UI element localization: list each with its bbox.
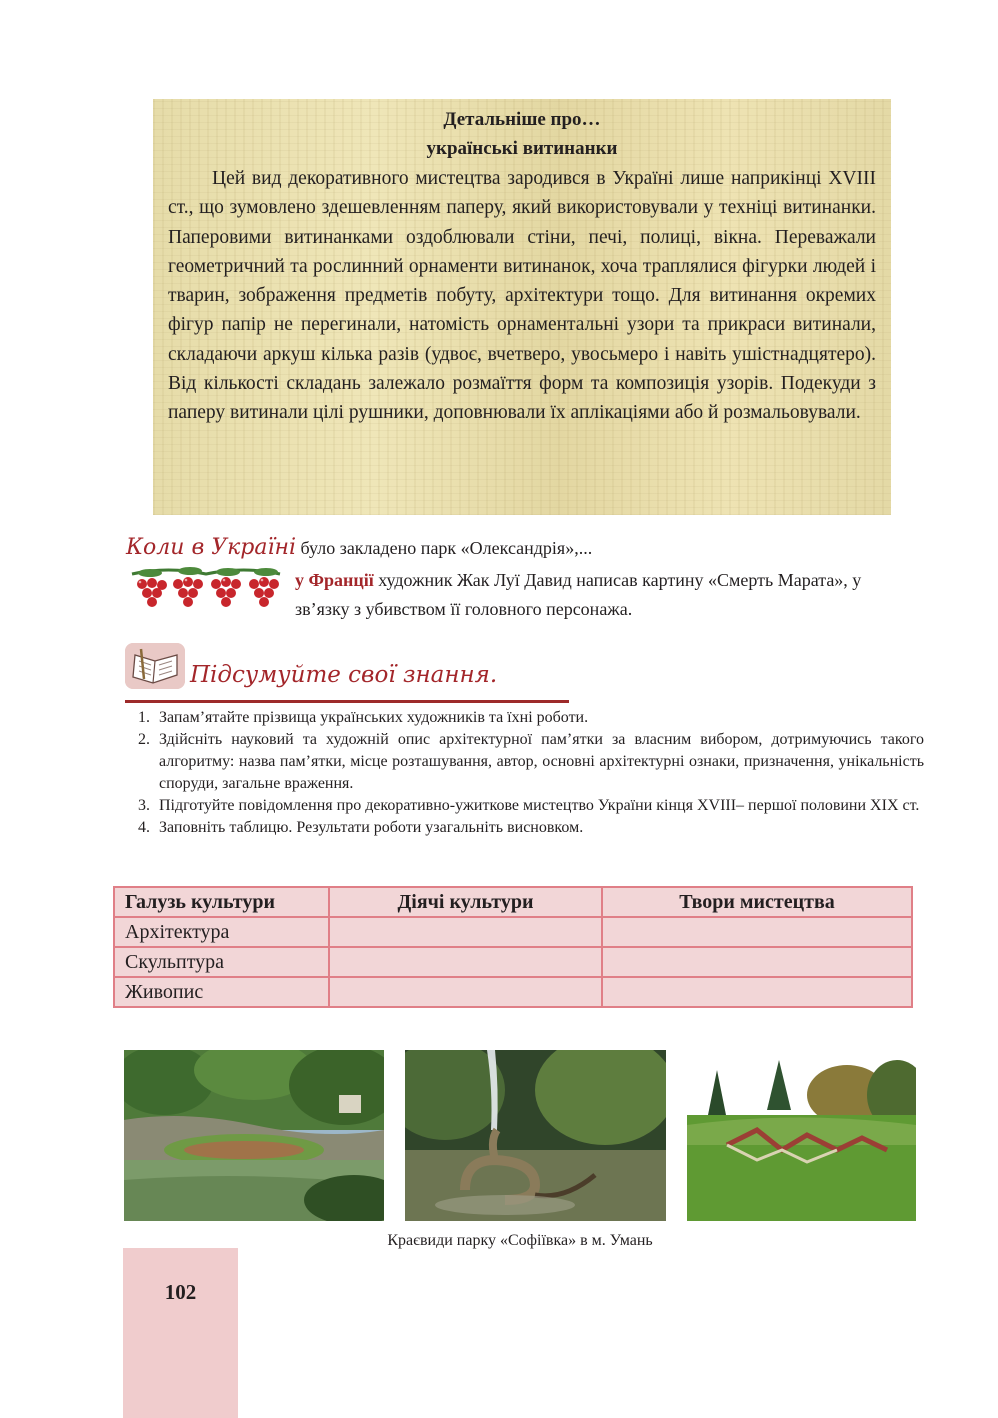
table-row	[114, 947, 912, 977]
table-cell[interactable]	[329, 917, 602, 947]
in-france-text	[295, 566, 879, 623]
table-cell: Архітектура	[114, 917, 329, 947]
table-cell[interactable]	[329, 977, 602, 1007]
list-item	[130, 795, 924, 817]
details-body	[168, 164, 876, 428]
task-text: Здійсніть науковий та художній опис архітектурної пам’ятки за власним вибором, дотримуючись такого алгоритму: назва пам’ятки, місце розташування, автор, основні архітектурні ознаки, призначення, унікальність споруди, загальне враження.	[159, 731, 924, 792]
details-subtitle: українські витинанки	[426, 138, 618, 159]
park-lawn-photo	[687, 1050, 916, 1221]
table-header: Діячі культури	[329, 887, 602, 917]
table-cell: Скульптура	[114, 947, 329, 977]
task-number: 4.	[138, 819, 150, 836]
table-cell[interactable]	[602, 917, 912, 947]
table-cell[interactable]	[602, 977, 912, 1007]
when-ukraine-text: було закладено парк «Олександрія»,...	[300, 538, 593, 558]
table-row	[114, 977, 912, 1007]
page-number: 102	[164, 1280, 197, 1304]
details-paragraph: Цей вид декоративного мистецтва зародився в Україні лише наприкінці XVIII ст., що зумовлено здешевленням паперу, який використовували у техніці витинанки. Паперовими витинанками оздоблювали стіни, печі, полиці, вікна. Переважали геометричний та рослинний орнаменти витинанок, хоча траплялися фігурки людей і тварин, зображення предметів побуту, архітектури тощо. Для витинання окремих фігур папір не перегинали, натомість орнаментальні узори та прикраси витинали, складаючи аркуш кілька разів (удвоє, вчетверо, увосьмеро і навіть ушістнадцятеро). Від кількості складань залежало розмаїття форм та композиція узорів. Подекуди з паперу витинали цілі рушники, доповнювали їх аплікаціями або й розмальовували.	[168, 168, 876, 424]
when-in-ukraine	[126, 533, 592, 563]
table-cell[interactable]	[329, 947, 602, 977]
table-header: Твори мистецтва	[602, 887, 912, 917]
viburnum-ornament-icon	[128, 566, 284, 616]
table-row	[114, 917, 912, 947]
task-list	[130, 707, 924, 839]
list-item	[130, 707, 924, 729]
details-title: Детальніше про…	[443, 109, 601, 130]
open-book-icon	[125, 643, 185, 689]
table-cell[interactable]	[602, 947, 912, 977]
table-header-row	[114, 887, 912, 917]
photo-caption: Краєвиди парку «Софіївка» в м. Умань	[387, 1232, 653, 1249]
snake-fountain-photo	[405, 1050, 666, 1221]
task-number: 2.	[138, 731, 150, 748]
page-number-block	[123, 1248, 238, 1418]
task-text: Заповніть таблицю. Результати роботи узагальніть висновком.	[159, 819, 584, 836]
when-heading: Коли в Україні	[126, 535, 297, 560]
task-number: 1.	[138, 709, 150, 726]
table-cell: Живопис	[114, 977, 329, 1007]
table-header: Галузь культури	[114, 887, 329, 917]
list-item	[130, 817, 924, 839]
task-text: Підготуйте повідомлення про декоративно-ужиткове мистецтво України кінця XVIII– першої половини XIX ст.	[159, 797, 920, 814]
task-text: Запам’ятайте прізвища українських художників та їхні роботи.	[159, 709, 589, 726]
summary-divider	[125, 700, 569, 703]
task-number: 3.	[138, 797, 150, 814]
list-item	[130, 729, 924, 795]
france-label: у Франції	[295, 570, 374, 590]
france-body: художник Жак Луї Давид написав картину «Смерть Марата», у зв’язку з убивством її головного персонажа.	[295, 570, 862, 619]
culture-table	[113, 886, 913, 1008]
park-lake-photo	[124, 1050, 384, 1221]
details-box	[153, 99, 891, 515]
summary-title: Підсумуйте свої знання.	[190, 662, 498, 688]
